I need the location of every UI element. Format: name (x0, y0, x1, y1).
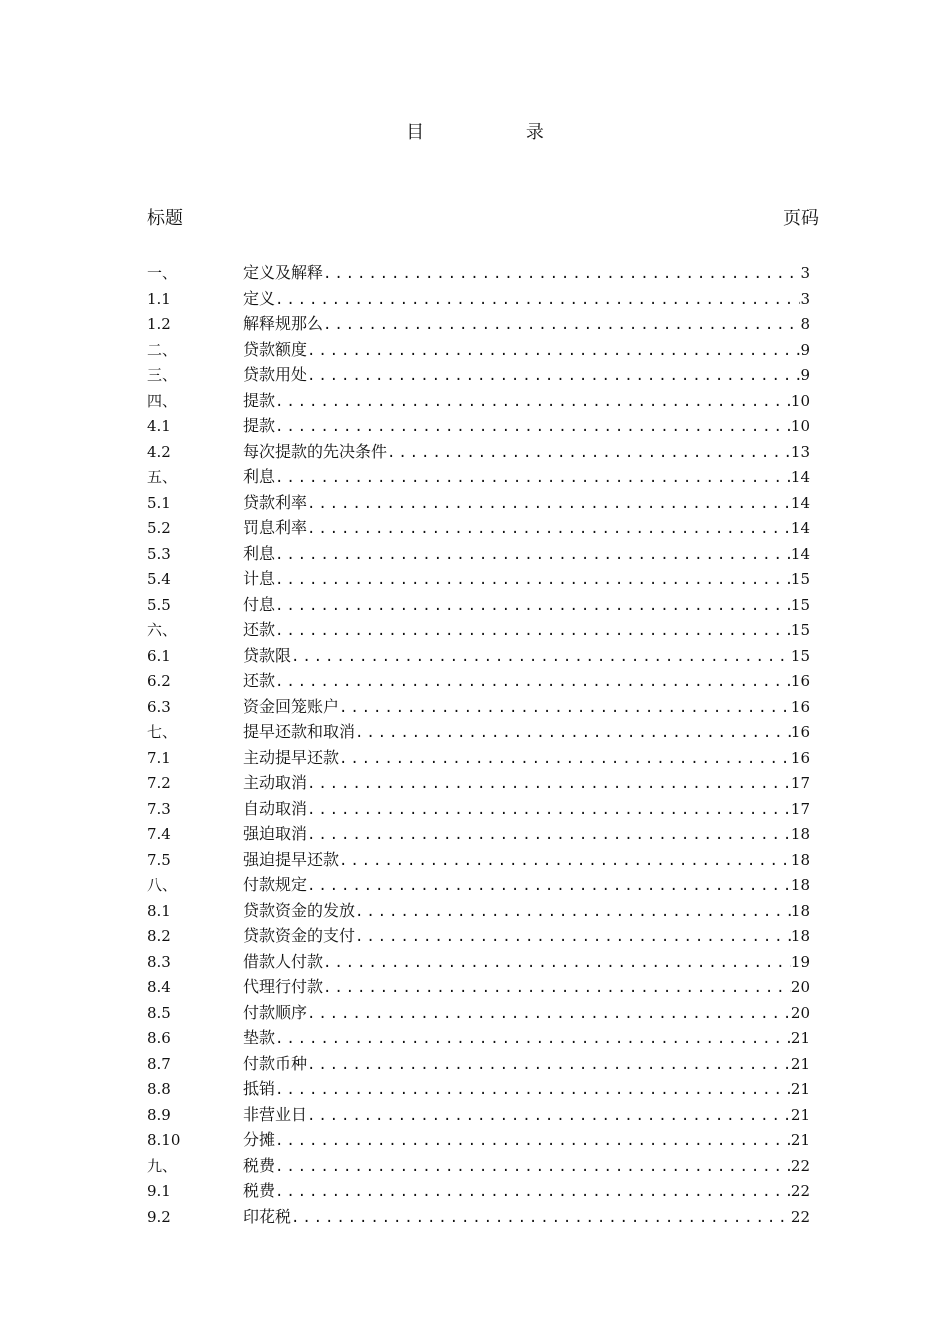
toc-entry-label: 付款规定 (243, 875, 308, 894)
toc-entry[interactable] (147, 260, 810, 286)
toc-entry-page: 10 (790, 417, 810, 435)
toc-entry[interactable] (147, 719, 810, 745)
dot-leader (355, 725, 791, 741)
toc-entry-number: 8.10 (147, 1131, 181, 1149)
toc-entry-number: 7.5 (147, 850, 171, 869)
toc-entry-label: 贷款限 (243, 645, 292, 665)
toc-entry-page: 21 (790, 1080, 810, 1098)
toc-entry-number: 四、 (147, 391, 178, 410)
dot-leader (275, 419, 791, 435)
dot-leader (291, 1210, 791, 1226)
toc-entry-label: 税费 (243, 1181, 276, 1200)
dot-leader (307, 368, 800, 384)
dot-leader (275, 674, 791, 690)
toc-entry-label: 解释规那么 (243, 314, 324, 333)
toc-entry[interactable] (147, 694, 810, 720)
toc-entry-label: 还款 (243, 671, 276, 690)
toc-entry[interactable] (147, 974, 810, 1000)
toc-entry-number: 五、 (147, 468, 178, 486)
dot-leader (291, 649, 791, 665)
toc-entry-label: 税费 (243, 1155, 276, 1175)
toc-entry-number: 6.3 (147, 697, 171, 716)
dot-leader (307, 878, 791, 894)
toc-entry-label: 付款顺序 (243, 1002, 308, 1022)
toc-entry-page: 15 (790, 595, 810, 614)
dot-leader (275, 1159, 791, 1175)
dot-leader (339, 853, 791, 869)
toc-entry[interactable] (147, 388, 810, 414)
toc-entry[interactable] (147, 796, 810, 822)
toc-entry[interactable] (147, 490, 810, 516)
toc-entry-page: 10 (790, 391, 810, 410)
dot-leader (323, 266, 800, 282)
toc-entry[interactable] (147, 541, 810, 567)
toc-entry-label: 非营业日 (243, 1104, 308, 1124)
toc-entry-number: 六、 (147, 621, 178, 639)
page-column-header: 页码 (783, 208, 819, 229)
toc-entry-page: 3 (800, 264, 810, 282)
toc-entry-page: 18 (790, 927, 810, 945)
toc-entry-label: 罚息利率 (243, 518, 308, 537)
toc-entry-number: 5.1 (147, 493, 171, 512)
dot-leader (275, 1133, 791, 1149)
toc-entry-label: 贷款用处 (243, 365, 308, 384)
toc-entry-label: 分摊 (243, 1130, 276, 1149)
toc-entry[interactable] (147, 872, 810, 898)
toc-entry-number: 8.2 (147, 927, 171, 945)
toc-entry-label: 贷款额度 (243, 339, 308, 359)
toc-entry-label: 提款 (243, 416, 276, 435)
toc-entry-number: 8.9 (147, 1105, 171, 1124)
toc-entry-label: 贷款利率 (243, 492, 308, 512)
toc-entry[interactable] (147, 337, 810, 363)
dot-leader (275, 1031, 791, 1047)
dot-leader (307, 1057, 791, 1073)
toc-entry-number: 5.5 (147, 595, 171, 614)
page-title: 目 录 (406, 122, 592, 143)
toc-entry-page: 20 (790, 978, 810, 996)
dot-leader (275, 1082, 791, 1098)
toc-entry-number: 7.3 (147, 799, 171, 818)
toc-entry-page: 18 (790, 825, 810, 843)
toc-entry-page: 18 (790, 876, 810, 894)
toc-entry[interactable] (147, 1051, 810, 1077)
toc-entry-number: 九、 (147, 1156, 178, 1175)
toc-entry-page: 16 (790, 697, 810, 716)
toc-entry-number: 5.3 (147, 544, 171, 563)
toc-entry[interactable] (147, 770, 810, 796)
toc-entry[interactable] (147, 847, 810, 873)
toc-entry[interactable] (147, 898, 810, 924)
toc-entry[interactable] (147, 566, 810, 592)
toc-entry[interactable] (147, 1000, 810, 1026)
toc-entry-number: 七、 (147, 723, 178, 741)
toc-entry-page: 21 (790, 1054, 810, 1073)
toc-entry-label: 强迫取消 (243, 824, 308, 843)
toc-entry-page: 21 (790, 1029, 810, 1047)
toc-entry-label: 代理行付款 (243, 977, 324, 996)
toc-entry-label: 计息 (243, 569, 276, 588)
toc-entry-label: 印花税 (243, 1206, 292, 1226)
dot-leader (355, 929, 791, 945)
toc-entry-page: 14 (790, 544, 810, 563)
dot-leader (307, 1006, 791, 1022)
toc-entry-page: 13 (790, 442, 810, 461)
toc-entry-label: 提早还款和取消 (243, 722, 356, 741)
toc-entry-page: 3 (800, 289, 810, 308)
dot-leader (275, 547, 791, 563)
toc-entry[interactable] (147, 643, 810, 669)
toc-entry-page: 21 (790, 1131, 810, 1149)
toc-entry-number: 三、 (147, 366, 178, 384)
dot-leader (275, 394, 791, 410)
toc-entry-label: 贷款资金的发放 (243, 900, 356, 920)
toc-entry-number: 二、 (147, 340, 178, 359)
toc-entry-number: 8.4 (147, 978, 171, 996)
toc-entry-number: 1.1 (147, 289, 171, 308)
toc-entry-page: 9 (800, 340, 810, 359)
toc-entry-number: 6.2 (147, 672, 171, 690)
toc-entry[interactable] (147, 1127, 810, 1153)
toc-entry-page: 8 (800, 315, 810, 333)
toc-entry-page: 19 (790, 952, 810, 971)
toc-entry-page: 14 (790, 493, 810, 512)
toc-entry-page: 22 (790, 1207, 810, 1226)
dot-leader (307, 802, 791, 818)
toc-entry-label: 主动提早还款 (243, 747, 340, 767)
toc-entry-label: 贷款资金的支付 (243, 926, 356, 945)
dot-leader (307, 827, 791, 843)
dot-leader (323, 955, 791, 971)
toc-entry-label: 定义 (243, 288, 276, 308)
toc-entry-page: 18 (790, 901, 810, 920)
toc-entry-label: 垫款 (243, 1028, 276, 1047)
toc-entry-number: 7.1 (147, 748, 171, 767)
dot-leader (307, 776, 791, 792)
dot-leader (307, 521, 791, 537)
toc-entry-page: 16 (790, 672, 810, 690)
toc-entry-number: 7.4 (147, 825, 171, 843)
dot-leader (275, 292, 800, 308)
toc-entry-page: 17 (790, 799, 810, 818)
table-of-contents (147, 260, 810, 1229)
toc-entry[interactable] (147, 439, 810, 465)
toc-entry-label: 还款 (243, 620, 276, 639)
toc-entry[interactable] (147, 1153, 810, 1179)
toc-entry-number: 8.1 (147, 901, 171, 920)
toc-entry[interactable] (147, 413, 810, 439)
toc-entry-label: 提款 (243, 390, 276, 410)
toc-entry[interactable] (147, 286, 810, 312)
toc-entry[interactable] (147, 1204, 810, 1230)
dot-leader (339, 751, 791, 767)
toc-entry[interactable] (147, 923, 810, 949)
toc-entry-page: 15 (790, 646, 810, 665)
toc-entry-number: 7.2 (147, 774, 171, 792)
dot-leader (355, 904, 791, 920)
toc-entry[interactable] (147, 1178, 810, 1204)
toc-entry-page: 16 (790, 748, 810, 767)
dot-leader (307, 496, 791, 512)
toc-entry-page: 15 (790, 570, 810, 588)
toc-entry-label: 付款币种 (243, 1053, 308, 1073)
toc-entry-number: 8.7 (147, 1054, 171, 1073)
toc-entry[interactable] (147, 592, 810, 618)
toc-entry-page: 14 (790, 519, 810, 537)
toc-entry-number: 9.1 (147, 1182, 171, 1200)
dot-leader (275, 572, 791, 588)
toc-entry[interactable] (147, 745, 810, 771)
dot-leader (275, 470, 791, 486)
toc-entry-label: 付息 (243, 594, 276, 614)
toc-entry-page: 21 (790, 1105, 810, 1124)
toc-entry-number: 一、 (147, 264, 178, 282)
toc-entry-number: 1.2 (147, 315, 171, 333)
toc-entry-label: 利息 (243, 543, 276, 563)
toc-entry-number: 5.4 (147, 570, 171, 588)
dot-leader (339, 700, 791, 716)
toc-entry[interactable] (147, 668, 810, 694)
toc-entry-label: 抵销 (243, 1079, 276, 1098)
toc-entry-page: 22 (790, 1156, 810, 1175)
toc-entry-page: 15 (790, 621, 810, 639)
toc-entry-label: 主动取消 (243, 773, 308, 792)
toc-entry-number: 8.8 (147, 1080, 171, 1098)
toc-entry[interactable] (147, 617, 810, 643)
dot-leader (387, 445, 791, 461)
toc-entry-number: 6.1 (147, 646, 171, 665)
toc-entry-label: 资金回笼账户 (243, 696, 340, 716)
dot-leader (323, 980, 791, 996)
toc-entry-page: 16 (790, 723, 810, 741)
dot-leader (275, 1184, 791, 1200)
toc-entry[interactable] (147, 515, 810, 541)
toc-entry-number: 4.2 (147, 442, 171, 461)
toc-entry-page: 17 (790, 774, 810, 792)
dot-leader (275, 598, 791, 614)
toc-entry-label: 强迫提早还款 (243, 849, 340, 869)
title-column-header: 标题 (147, 208, 183, 229)
toc-entry-page: 22 (790, 1182, 810, 1200)
toc-entry-number: 8.6 (147, 1029, 171, 1047)
toc-entry[interactable] (147, 1102, 810, 1128)
toc-entry-page: 18 (790, 850, 810, 869)
dot-leader (307, 1108, 791, 1124)
toc-entry-number: 4.1 (147, 417, 171, 435)
toc-entry-label: 利息 (243, 467, 276, 486)
dot-leader (275, 623, 791, 639)
dot-leader (307, 343, 800, 359)
dot-leader (323, 317, 800, 333)
toc-entry-number: 8.5 (147, 1003, 171, 1022)
toc-entry-page: 9 (800, 366, 810, 384)
toc-entry-number: 5.2 (147, 519, 171, 537)
toc-entry-label: 自动取消 (243, 798, 308, 818)
toc-entry-page: 14 (790, 468, 810, 486)
toc-entry[interactable] (147, 821, 810, 847)
toc-entry-label: 借款人付款 (243, 951, 324, 971)
toc-entry-number: 8.3 (147, 952, 171, 971)
toc-entry-number: 9.2 (147, 1207, 171, 1226)
toc-entry-label: 每次提款的先决条件 (243, 441, 388, 461)
toc-entry[interactable] (147, 949, 810, 975)
toc-entry[interactable] (147, 1076, 810, 1102)
toc-entry-label: 定义及解释 (243, 263, 324, 282)
toc-entry-page: 20 (790, 1003, 810, 1022)
toc-entry-number: 八、 (147, 876, 178, 894)
toc-entry[interactable] (147, 464, 810, 490)
toc-entry[interactable] (147, 1025, 810, 1051)
toc-entry[interactable] (147, 362, 810, 388)
toc-entry[interactable] (147, 311, 810, 337)
